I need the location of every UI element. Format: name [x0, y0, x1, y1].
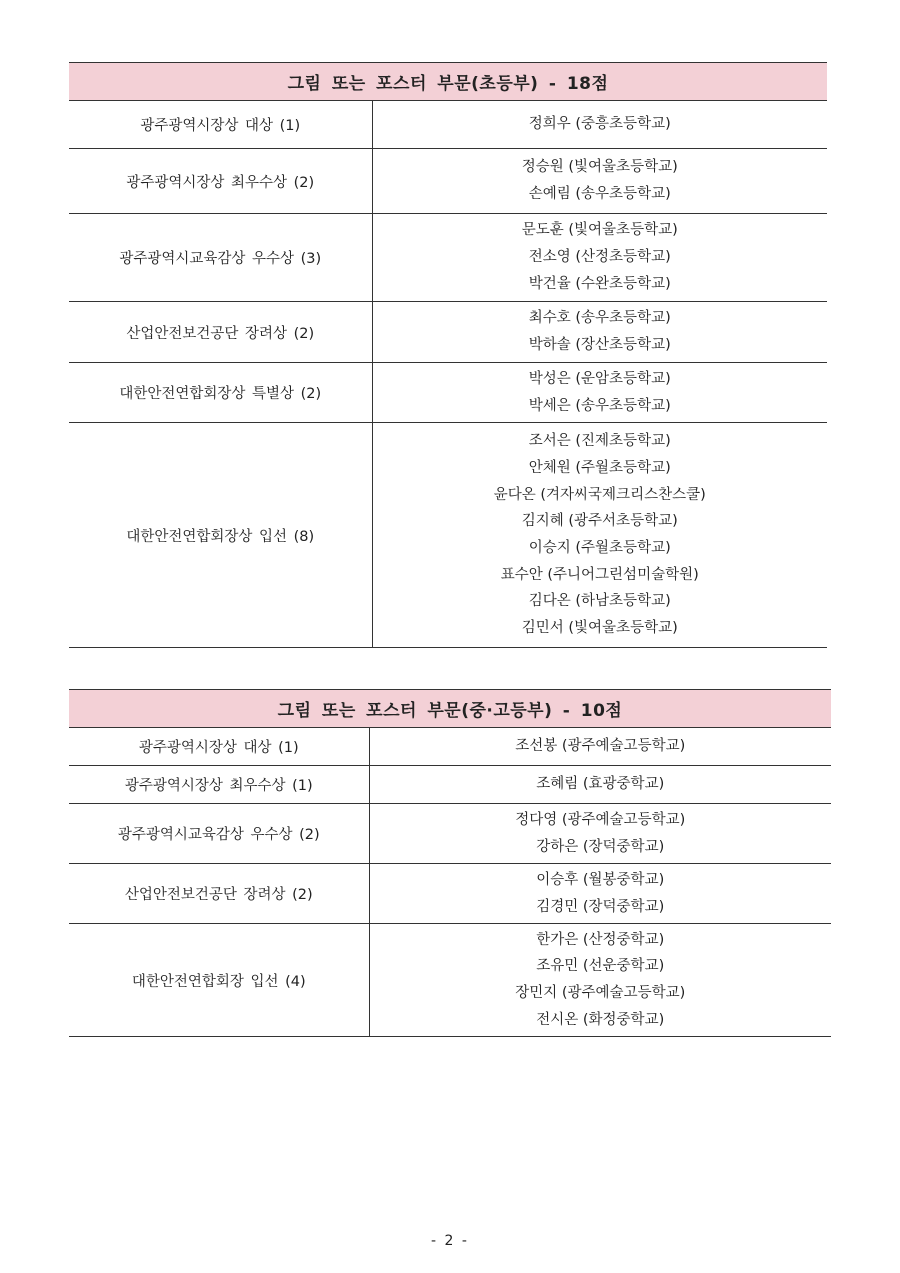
- page-number: - 2 -: [431, 1233, 469, 1249]
- winner-entry: 윤다온 (겨자씨국제크리스찬스쿨): [493, 486, 706, 503]
- award-cell: [69, 214, 372, 302]
- winner-entry: 전시온 (화정중학교): [536, 1011, 665, 1028]
- winner-entry: 정승원 (빛여울초등학교): [521, 159, 678, 176]
- table-row: [69, 302, 827, 363]
- winner-entry: 김민서 (빛여울초등학교): [521, 620, 678, 637]
- winner-entry: 김경민 (장덕중학교): [536, 898, 665, 915]
- award-cell: [69, 101, 372, 149]
- award-cell: [69, 804, 369, 864]
- award-cell: [69, 864, 369, 924]
- award-name: 광주광역시장상 대상 (1): [138, 740, 299, 756]
- table-row: [69, 363, 827, 423]
- winner-entry: 최수호 (송우초등학교): [528, 310, 671, 327]
- award-name: 광주광역시장상 대상 (1): [140, 118, 301, 134]
- table-row: [69, 214, 827, 302]
- award-cell: [69, 302, 372, 363]
- winner-entry: 손예림 (송우초등학교): [528, 186, 671, 202]
- winner-entry: 전소영 (산정초등학교): [528, 249, 671, 266]
- winner-entry: 조유민 (선운중학교): [536, 958, 665, 975]
- winner-entry: 정희우 (중흥초등학교): [528, 116, 671, 133]
- winner-entry: 조혜림 (효광중학교): [536, 776, 665, 793]
- winner-entry: 김지혜 (광주서초등학교): [521, 513, 678, 530]
- winner-entry: 안체원 (주월초등학교): [528, 459, 671, 476]
- section-title: 그림 또는 포스터 부문(중·고등부) - 10점: [69, 690, 831, 728]
- winner-entry: 박성은 (운암초등학교): [528, 370, 671, 387]
- winners-cell: [369, 766, 831, 804]
- award-cell: [69, 766, 369, 804]
- award-name: 대한안전연합회장상 특별상 (2): [119, 386, 322, 402]
- winner-entry: 한가은 (산정중학교): [536, 931, 665, 948]
- award-name: 광주광역시장상 최우수상 (1): [124, 778, 313, 794]
- winners-cell: [369, 804, 831, 864]
- winners-cell: [372, 149, 827, 214]
- winners-cell: [372, 423, 827, 648]
- award-name: 광주광역시교육감상 우수상 (3): [119, 251, 322, 267]
- award-cell: [69, 363, 372, 423]
- winner-entry: 정다영 (광주예술고등학교): [515, 811, 686, 828]
- award-cell: [69, 728, 369, 766]
- award-cell: [69, 924, 369, 1037]
- award-cell: [69, 149, 372, 214]
- award-name: 산업안전보건공단 장려상 (2): [126, 325, 315, 342]
- table-row: [69, 101, 827, 149]
- winner-entry: 이승후 (월봉중학교): [536, 871, 665, 888]
- winner-entry: 박건율 (수완초등학교): [528, 275, 671, 292]
- winner-entry: 박하솔 (장산초등학교): [528, 337, 671, 353]
- winner-entry: 이승지 (주월초등학교): [528, 540, 671, 556]
- award-cell: [69, 423, 372, 648]
- award-name: 대한안전연합회장 입선 (4): [131, 973, 306, 990]
- winner-entry: 강하은 (장덕중학교): [536, 838, 665, 855]
- award-table-secondary: [69, 689, 831, 1037]
- winner-entry: 장민지 (광주예술고등학교): [515, 985, 686, 1001]
- winner-entry: 조서은 (진제초등학교): [528, 433, 671, 450]
- section-title: 그림 또는 포스터 부문(초등부) - 18점: [69, 63, 827, 101]
- winners-cell: [369, 728, 831, 766]
- award-name: 대한안전연합회장상 입선 (8): [126, 528, 315, 545]
- section-header-row: [69, 63, 827, 101]
- winners-cell: [372, 302, 827, 363]
- award-name: 광주광역시장상 최우수상 (2): [126, 174, 315, 191]
- winners-cell: [372, 101, 827, 149]
- winners-cell: [372, 214, 827, 302]
- table-row: [69, 423, 827, 648]
- winner-entry: 조선봉 (광주예술고등학교): [515, 738, 686, 755]
- table-row: [69, 728, 831, 766]
- winners-cell: [369, 924, 831, 1037]
- section-header-row: [69, 690, 831, 728]
- winner-entry: 문도훈 (빛여울초등학교): [521, 222, 678, 239]
- winner-entry: 김다온 (하남초등학교): [528, 593, 671, 610]
- table-row: [69, 804, 831, 864]
- award-table-elementary: [69, 62, 827, 648]
- winners-cell: [369, 864, 831, 924]
- table-row: [69, 149, 827, 214]
- table-row: [69, 766, 831, 804]
- table-row: [69, 864, 831, 924]
- table-row: [69, 924, 831, 1037]
- award-name: 광주광역시교육감상 우수상 (2): [117, 827, 320, 843]
- winner-entry: 박세은 (송우초등학교): [528, 397, 671, 414]
- winner-entry: 표수안 (주니어그린섬미술학원): [500, 566, 699, 583]
- winners-cell: [372, 363, 827, 423]
- award-name: 산업안전보건공단 장려상 (2): [124, 887, 313, 903]
